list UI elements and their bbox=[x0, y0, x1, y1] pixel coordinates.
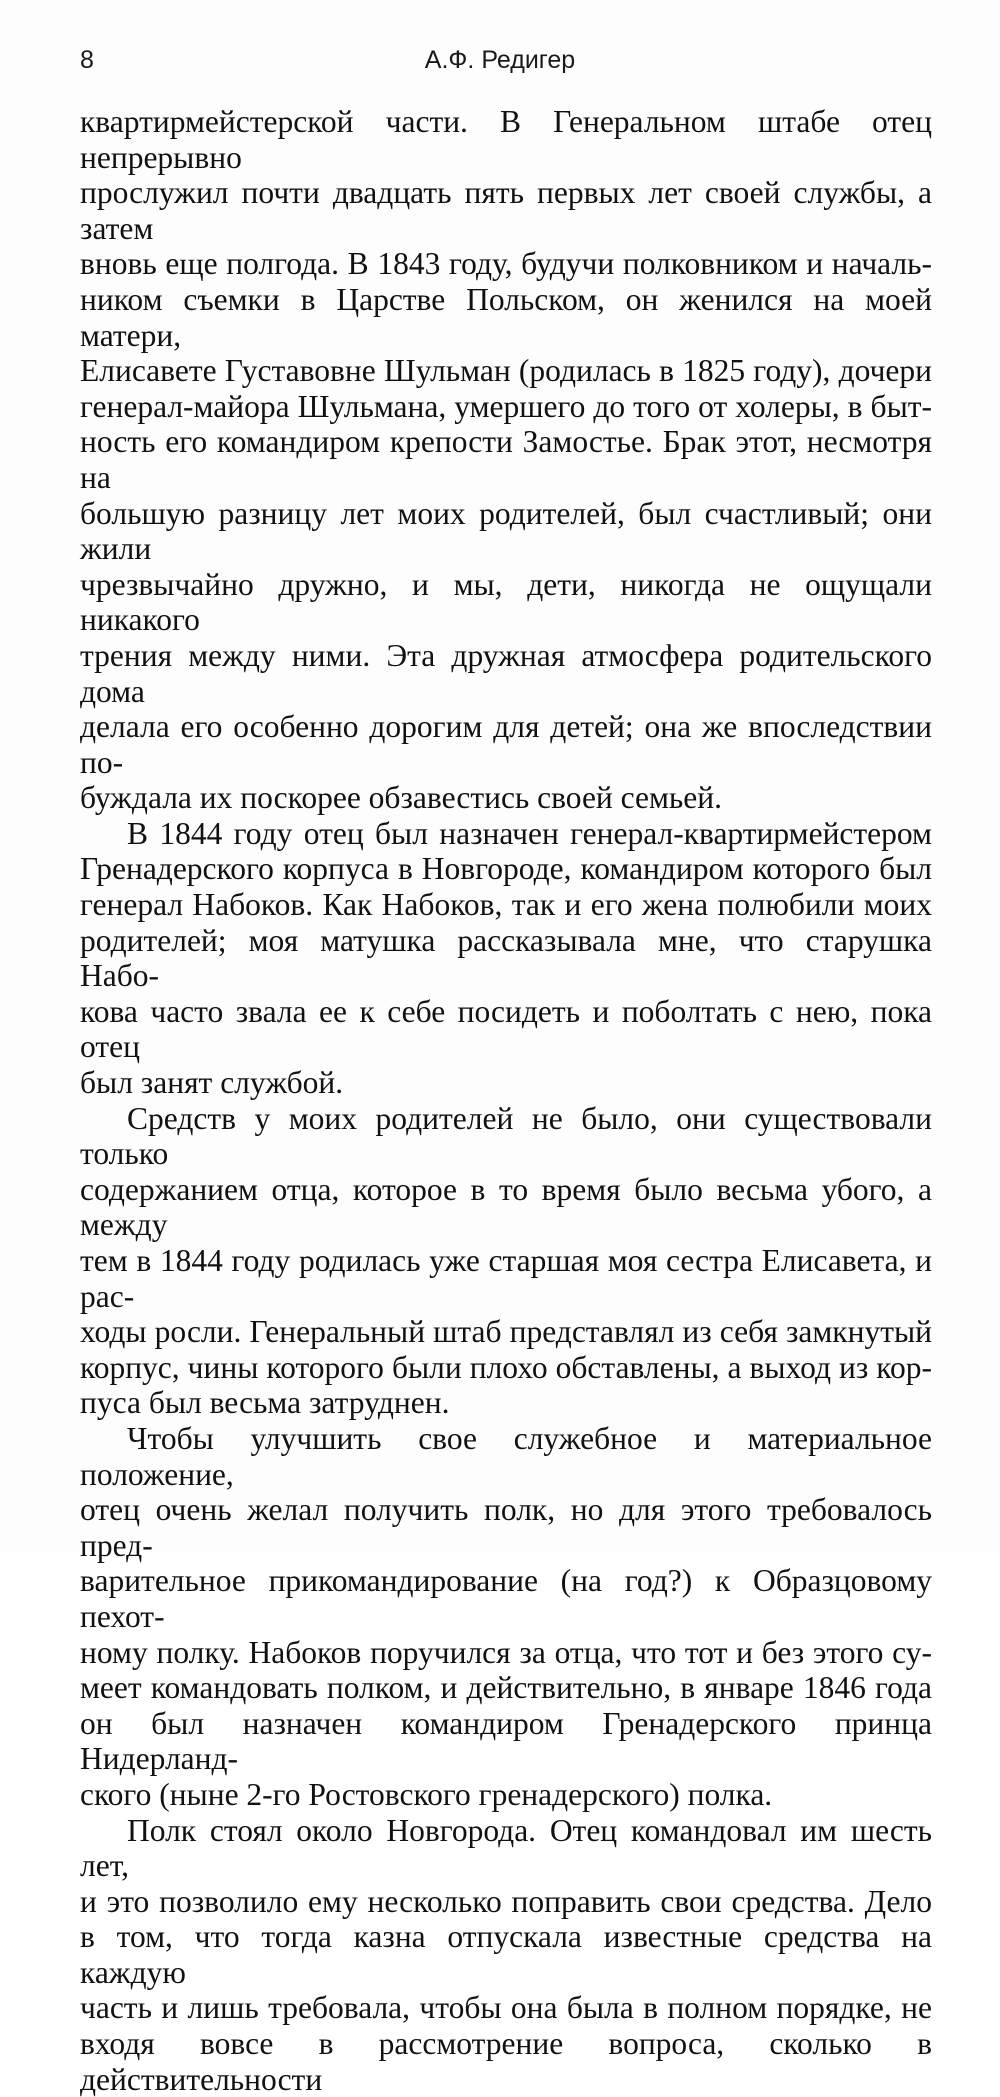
text-line: делала его особенно дорогим для детей; она же впоследствии по- bbox=[80, 709, 932, 780]
text-line: входя вовсе в рассмотрение вопроса, сколько в действительности bbox=[80, 2026, 932, 2097]
paragraph bbox=[80, 1101, 932, 1421]
text-line: генерал-майора Шульмана, умершего до того от холеры, в быт- bbox=[80, 389, 932, 425]
text-line: квартирмейстерской части. В Генеральном штабе отец непрерывно bbox=[80, 104, 932, 175]
text-line: Чтобы улучшить свое служебное и материальное положение, bbox=[80, 1421, 932, 1492]
text-line: ского (ныне 2-го Ростовского гренадерского) полка. bbox=[80, 1777, 932, 1813]
paragraph bbox=[80, 1421, 932, 1813]
text-line: пуса был весьма затруднен. bbox=[80, 1385, 932, 1421]
text-line: родителей; моя матушка рассказывала мне, что старушка Набо- bbox=[80, 923, 932, 994]
text-line: отец очень желал получить полк, но для этого требовалось пред- bbox=[80, 1492, 932, 1563]
running-title: А.Ф. Редигер bbox=[80, 46, 920, 75]
text-line: ходы росли. Генеральный штаб представлял из себя замкнутый bbox=[80, 1314, 932, 1350]
text-line: трения между ними. Эта дружная атмосфера родительского дома bbox=[80, 638, 932, 709]
text-line: был занят службой. bbox=[80, 1065, 932, 1101]
page-number: 8 bbox=[80, 46, 94, 75]
text-line: и это позволило ему несколько поправить свои средства. Дело bbox=[80, 1884, 932, 1920]
text-line: кова часто звала ее к себе посидеть и поболтать с нею, пока отец bbox=[80, 994, 932, 1065]
text-line: Полк стоял около Новгорода. Отец командовал им шесть лет, bbox=[80, 1813, 932, 1884]
text-line: ность его командиром крепости Замостье. Брак этот, несмотря на bbox=[80, 424, 932, 495]
text-line: варительное прикомандирование (на год?) к Образцовому пехот- bbox=[80, 1563, 932, 1634]
text-line: в том, что тогда казна отпускала известные средства на каждую bbox=[80, 1919, 932, 1990]
paragraph bbox=[80, 816, 932, 1101]
text-line: корпус, чины которого были плохо обставлены, а выход из кор- bbox=[80, 1350, 932, 1386]
text-line: Средств у моих родителей не было, они существовали только bbox=[80, 1101, 932, 1172]
paragraph bbox=[80, 104, 932, 816]
text-line: генерал Набоков. Как Набоков, так и его жена полюбили моих bbox=[80, 887, 932, 923]
text-line: Гренадерского корпуса в Новгороде, командиром которого был bbox=[80, 851, 932, 887]
paragraph bbox=[80, 1813, 932, 2097]
text-line: ником съемки в Царстве Польском, он женился на моей матери, bbox=[80, 282, 932, 353]
text-line: ному полку. Набоков поручился за отца, что тот и без этого су- bbox=[80, 1635, 932, 1671]
running-head bbox=[80, 38, 920, 82]
text-line: прослужил почти двадцать пять первых лет своей службы, а затем bbox=[80, 175, 932, 246]
text-line: тем в 1844 году родилась уже старшая моя сестра Елисавета, и рас- bbox=[80, 1243, 932, 1314]
text-line: большую разницу лет моих родителей, был счастливый; они жили bbox=[80, 496, 932, 567]
text-line: он был назначен командиром Гренадерского принца Нидерланд- bbox=[80, 1706, 932, 1777]
text-line: часть и лишь требовала, чтобы она была в полном порядке, не bbox=[80, 1990, 932, 2026]
text-line: чрезвычайно дружно, и мы, дети, никогда не ощущали никакого bbox=[80, 567, 932, 638]
text-line: Елисавете Густавовне Шульман (родилась в 1825 году), дочери bbox=[80, 353, 932, 389]
text-line: вновь еще полгода. В 1843 году, будучи полковником и началь- bbox=[80, 246, 932, 282]
text-line: В 1844 году отец был назначен генерал-квартирмейстером bbox=[80, 816, 932, 852]
body-text bbox=[80, 104, 932, 2097]
text-line: меет командовать полком, и действительно, в январе 1846 года bbox=[80, 1670, 932, 1706]
text-line: буждала их поскорее обзавестись своей семьей. bbox=[80, 780, 932, 816]
text-line: содержанием отца, которое в то время было весьма убого, а между bbox=[80, 1172, 932, 1243]
